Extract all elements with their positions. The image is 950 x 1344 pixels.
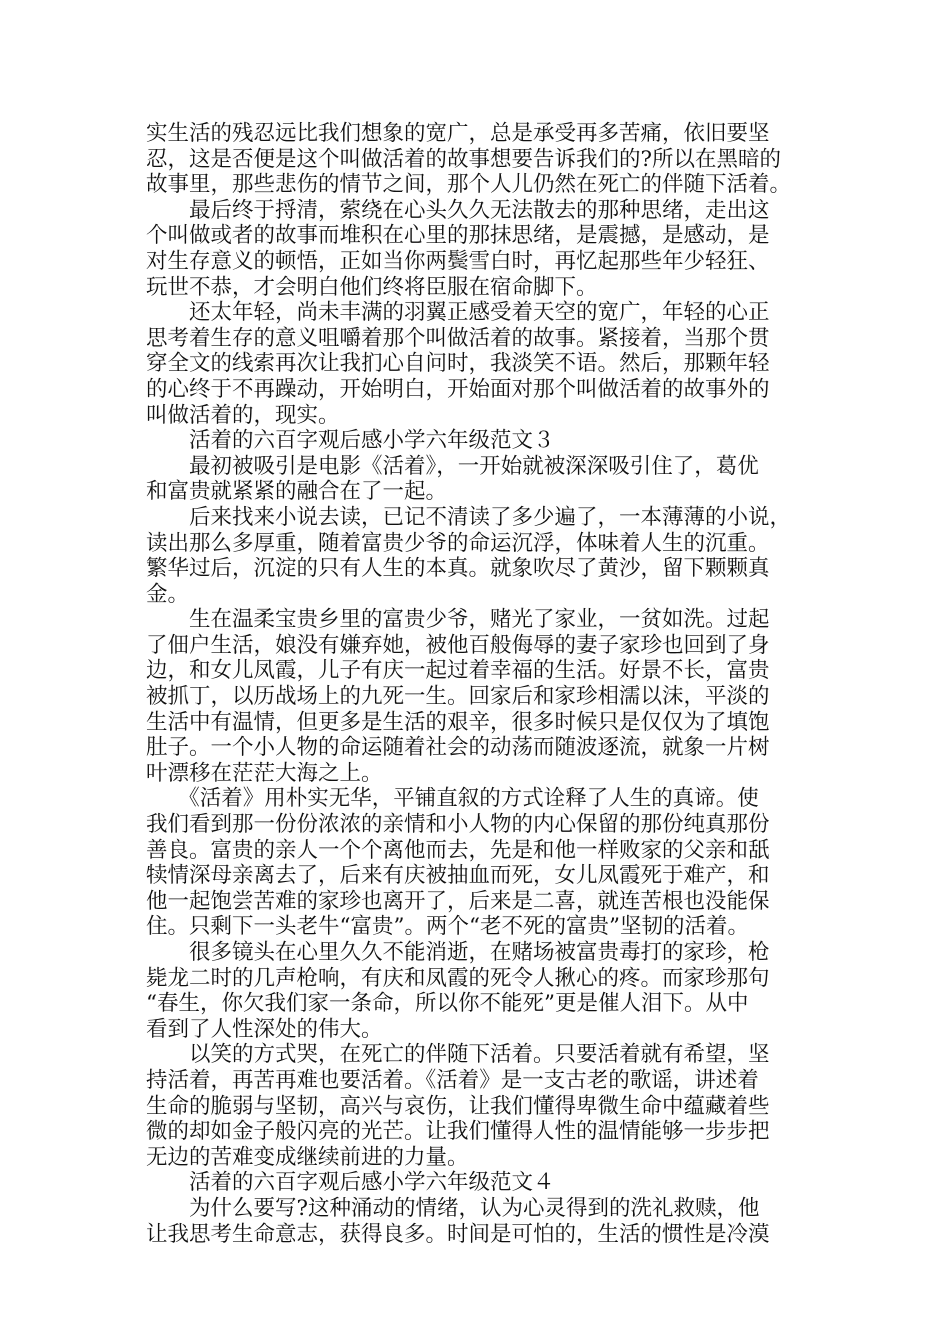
text-line: 读出那么多厚重，随着富贵少爷的命运沉浮，体味着人生的沉重。 [146,530,770,556]
text-line: 很多镜头在心里久久不能消逝，在赌场被富贵毒打的家珍，枪 [146,940,770,965]
text-line: 以笑的方式哭，在死亡的伴随下活着。只要活着就有希望，坚 [146,1042,770,1068]
text-line: 无边的苦难变成继续前进的力量。 [146,1144,469,1170]
text-line: 实生活的残忍远比我们想象的宽广，总是承受再多苦痛，依旧要坚 [146,121,770,146]
text-line: 玩世不恭，才会明白他们终将臣服在宿命脚下。 [146,274,598,300]
text-line: 住。只剩下一头老牛“富贵”。两个“老不死的富贵”坚韧的活着。 [146,914,749,940]
text-line: 了佃户生活，娘没有嫌弃她，被他百般侮辱的妻子家珍也回到了身 [146,632,770,658]
text-line: “春生，你欠我们家一条命，所以你不能死”更是催人泪下。从中 [146,991,749,1017]
text-line: 我们看到那一份份浓浓的亲情和小人物的内心保留的那份纯真那份 [146,812,770,838]
text-line: 犊情深母亲离去了，后来有庆被抽血而死，女儿凤霞死于难产，和 [146,863,770,889]
text-line: 持活着，再苦再难也要活着。《活着》是一支古老的歌谣，讲述着 [146,1067,759,1093]
text-line: 肚子。一个小人物的命运随着社会的动荡而随波逐流，就象一片树 [146,735,770,761]
text-line: 善良。富贵的亲人一个个离他而去，先是和他一样败家的父亲和舐 [146,837,770,863]
text-line: 他一起饱尝苦难的家珍也离开了，后来是二喜，就连苦根也没能保 [146,888,770,914]
text-line: 叫做活着的，现实。 [146,402,340,428]
text-line: 毙龙二时的几声枪响，有庆和凤霞的死令人揪心的疼。而家珍那句 [146,965,770,991]
text-line: 的心终于不再躁动，开始明白，开始面对那个叫做活着的故事外的 [146,376,770,402]
text-line: 思考着生存的意义咀嚼着那个叫做活着的故事。紧接着，当那个贯 [146,325,770,351]
text-line: 《活着》用朴实无华，平铺直叙的方式诠释了人生的真谛。使 [146,786,759,812]
text-line: 穿全文的线索再次让我扪心自问时，我淡笑不语。然后，那颗年轻 [146,351,770,377]
text-line: 个叫做或者的故事而堆积在心里的那抹思绪，是震撼，是感动，是 [146,223,770,249]
text-line: 边，和女儿凤霞，儿子有庆一起过着幸福的生活。好景不长，富贵 [146,658,770,684]
text-line: 忍，这是否便是这个叫做活着的故事想要告诉我们的?所以在黑暗的 [146,146,782,172]
section-heading: 活着的六百字观后感小学六年级范文３ [146,428,555,454]
document-body [146,121,810,1247]
text-line: 生在温柔宝贵乡里的富贵少爷，赌光了家业，一贫如洗。过起 [146,607,770,633]
text-line: 被抓丁，以历战场上的九死一生。回家后和家珍相濡以沫，平淡的 [146,684,770,710]
section-heading: 活着的六百字观后感小学六年级范文４ [146,1170,555,1196]
text-line: 故事里，那些悲伤的情节之间，那个人儿仍然在死亡的伴随下活着。 [146,172,792,198]
text-line: 让我思考生命意志，获得良多。时间是可怕的，生活的惯性是冷漠 [146,1221,770,1247]
text-line: 微的却如金子般闪亮的光芒。让我们懂得人性的温情能够一步步把 [146,1119,770,1145]
text-line: 繁华过后，沉淀的只有人生的本真。就象吹尽了黄沙，留下颗颗真 [146,556,770,582]
text-line: 生活中有温情，但更多是生活的艰辛，很多时候只是仅仅为了填饱 [146,709,770,735]
text-line: 为什么要写?这种涌动的情绪，认为心灵得到的洗礼救赎，他 [146,1195,760,1221]
text-line: 最初被吸引是电影《活着》，一开始就被深深吸引住了，葛优 [146,453,759,479]
text-line: 后来找来小说去读，已记不清读了多少遍了，一本薄薄的小说， [146,504,792,530]
text-line: 和富贵就紧紧的融合在了一起。 [146,479,448,505]
text-line: 看到了人性深处的伟大。 [146,1016,383,1042]
text-line: 金。 [146,581,190,607]
text-line: 最后终于捋清，萦绕在心头久久无法散去的那种思绪，走出这 [146,197,770,223]
text-line: 生命的脆弱与坚韧，高兴与哀伤，让我们懂得卑微生命中蕴藏着些 [146,1093,770,1119]
text-line: 对生存意义的顿悟，正如当你两鬓雪白时，再忆起那些年少轻狂、 [146,248,770,274]
text-line: 叶漂移在茫茫大海之上。 [146,760,383,786]
text-line: 还太年轻，尚未丰满的羽翼正感受着天空的宽广，年轻的心正 [146,300,770,326]
